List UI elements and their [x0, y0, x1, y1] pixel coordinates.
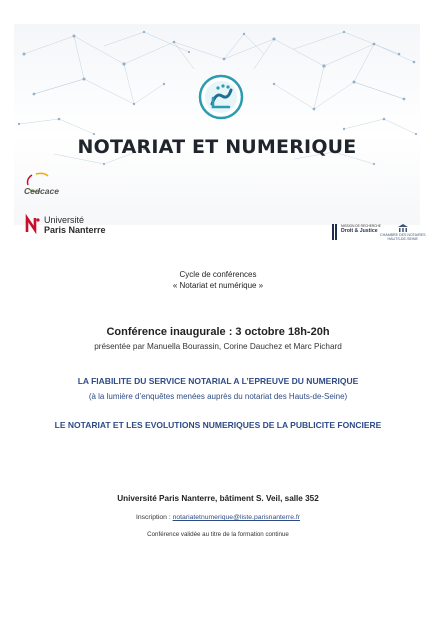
chamber-label: CHAMBRE DES NOTAIRES	[380, 233, 426, 237]
notaries-chamber-logo	[380, 224, 425, 241]
topic-2-heading: LE NOTARIAT ET LES EVOLUTIONS NUMERIQUES DE LA PUBLICITE FONCIERE	[54, 420, 382, 430]
university-line-1: Université	[44, 215, 85, 225]
university-line-2: Paris Nanterre	[44, 225, 106, 235]
university-logo	[26, 215, 106, 235]
registration-label: Inscription :	[135, 514, 173, 521]
cycle-line-2: « Notariat et numérique »	[172, 281, 264, 290]
topic-1-heading: LA FIABILITE DU SERVICE NOTARIAL A L’EPREUVE DU NUMERIQUE	[77, 376, 359, 386]
registration-line	[0, 514, 436, 521]
ministry-small-label: MISSION DE RECHERCHE	[341, 224, 381, 228]
network-background	[14, 24, 420, 225]
justice-bar-icon	[332, 224, 338, 240]
presenters-line: présentée par Manuella Bourassin, Corine Dauchez et Marc Pichard	[94, 342, 342, 351]
registration-email-link[interactable]: notariatetnumerique@liste.parisnanterre.fr	[172, 514, 301, 521]
cycle-line-1: Cycle de conférences	[179, 270, 257, 279]
header-banner	[14, 24, 426, 241]
chamber-sub-label: HAUTS-DE-SEINE	[387, 237, 418, 241]
cycle-heading	[0, 269, 436, 291]
venue-line: Université Paris Nanterre, bâtiment S. Veil, salle 352	[117, 494, 319, 503]
validation-note: Conférence validée au titre de la formation continue	[147, 531, 289, 538]
ministry-logo	[332, 224, 381, 240]
topic-1-subtitle: (à la lumière d’enquêtes menées auprès du notariat des Hauts-de-Seine)	[88, 392, 348, 401]
cedcace-label: Cedcace	[24, 186, 59, 196]
university-mark-icon	[26, 217, 40, 233]
chamber-building-icon	[397, 224, 409, 233]
notariat-logo-icon	[198, 74, 244, 120]
ministry-big-label: Droit & Justice	[341, 228, 378, 234]
banner-title: NOTARIAT ET NUMERIQUE	[77, 136, 357, 158]
conference-title: Conférence inaugurale : 3 octobre 18h-20h	[106, 326, 330, 338]
